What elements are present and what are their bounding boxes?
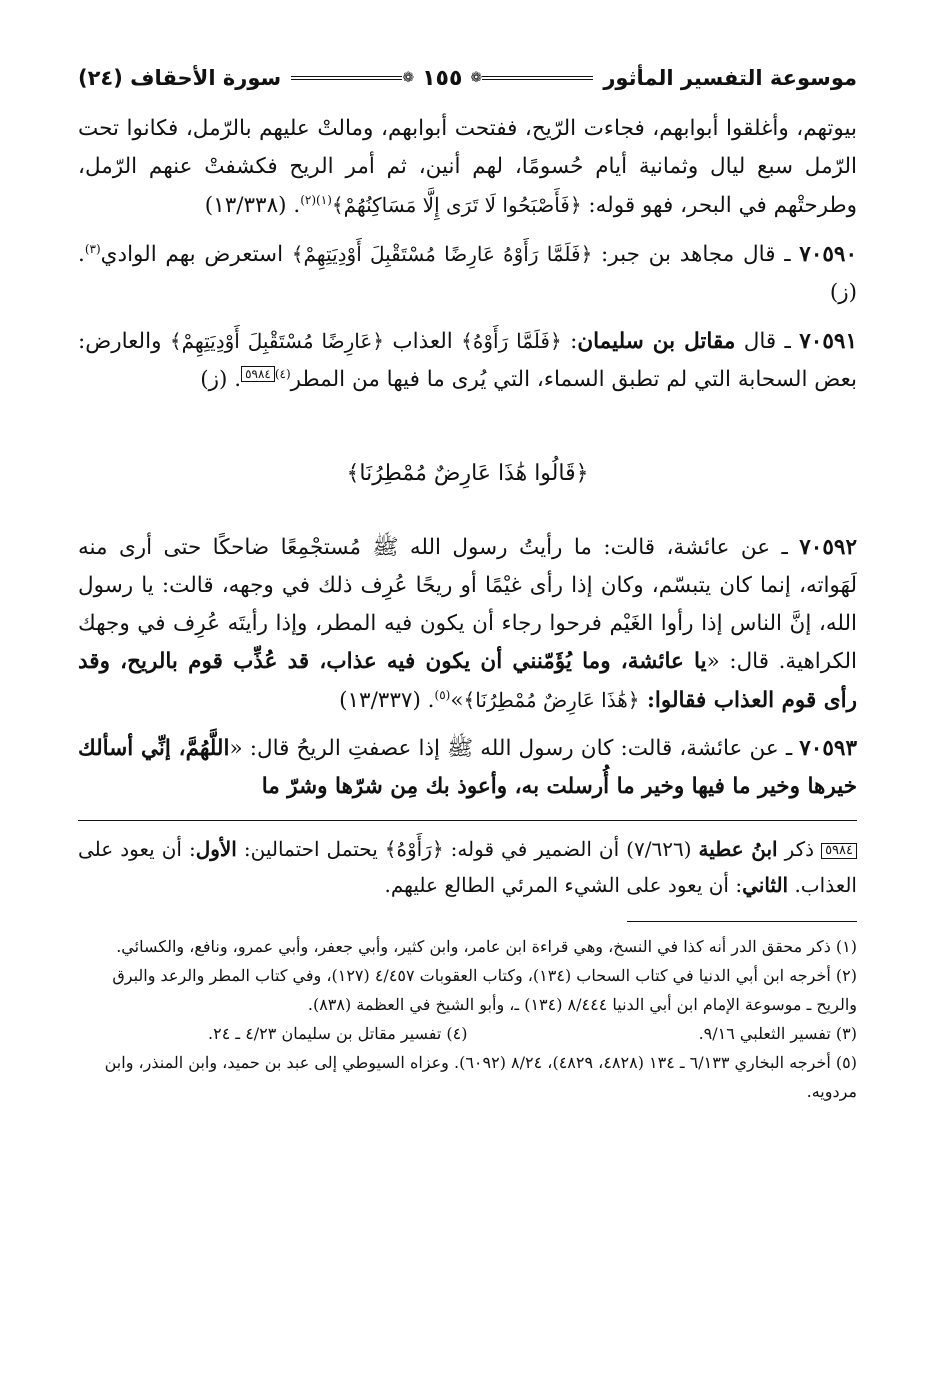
- hadith-70592: [78, 529, 857, 720]
- volume-ref: . (ز): [200, 367, 242, 392]
- note-ref-box: ٥٩٨٤: [821, 843, 857, 859]
- note-author: ابنُ عطية: [698, 837, 778, 861]
- paragraph-text: بيوتهم، وأغلقوا أبوابهم، فجاءت الرّيح، ففتحت أبوابهم، ومالتْ عليهم بالرّمل، فكانوا تحت الرّمل سبع ليال وثمانية أيام حُسومًا، لهم أنين، ثم أمر الريح فكشفتْ عنهم الرّمل، وطرحتْهم في البحر، فهو قوله:: [78, 116, 857, 218]
- footnote-5: (٥) أخرجه البخاري ٦/١٣٣ ـ ١٣٤ (٤٨٢٨، ٤٨٢٩)، ٨/٢٤ (٦٠٩٢). وعزاه السيوطي إلى عبد بن حميد، وابن المنذر، وابن مردويه.: [104, 1053, 857, 1101]
- footnote-3: (٣) تفسير الثعلبي ٩/١٦.: [698, 1024, 857, 1043]
- separator-short: [627, 921, 857, 922]
- paragraph-continuation: [78, 110, 857, 225]
- hadith-70593: [78, 730, 857, 806]
- main-text: [78, 110, 857, 806]
- entry-number: ٧٠٥٩١: [799, 329, 857, 354]
- entry-number: ٧٠٥٩٢: [799, 535, 857, 560]
- volume-ref: . (١٣/٣٣٨): [204, 193, 301, 218]
- note-text: ذكر: [777, 837, 822, 861]
- volume-ref: . (ز): [78, 242, 857, 305]
- paragraph-text: العذاب: [384, 329, 462, 354]
- header-rule-right: [482, 76, 593, 80]
- entry-intro: ـ قال: [735, 329, 800, 354]
- note-ref-box: ٥٩٨٤: [241, 366, 275, 382]
- hadith-70591: [78, 322, 857, 399]
- quran-quote: ﴿هَٰذَا عَارِضٌ مُمْطِرُنَا﴾: [463, 688, 640, 712]
- prophet-quote: اللَّهُمَّ، إنِّي أسألك خيرها وخير ما فيها وخير ما أُرسلت به، وأعوذ بك مِن شرّها وشرّ ما: [78, 736, 857, 799]
- quran-quote: ﴿فَلَمَّا رَأَوْهُ عَارِضًا مُسْتَقْبِلَ أَوْدِيَتِهِمْ﴾: [291, 242, 593, 266]
- separator-long: [78, 820, 857, 821]
- punctuation: :: [561, 329, 578, 354]
- entry-number: ٧٠٥٩٠: [799, 242, 858, 267]
- note-text: يحتمل احتمالين:: [236, 837, 385, 861]
- quran-quote: ﴿عَارِضًا مُسْتَقْبِلَ أَوْدِيَتِهِمْ﴾: [169, 329, 384, 353]
- prophet-quote: يا عائشة، وما يُؤَمّنني أن يكون فيه عذاب، قد عُذِّب قوم بالريح، وقد رأى قوم العذاب فقالوا:: [78, 649, 857, 713]
- book-title: موسوعة التفسير المأثور: [603, 66, 857, 90]
- hadith-70590: [78, 235, 857, 312]
- note-label-first: الأول: [195, 837, 237, 861]
- running-header: [78, 58, 857, 98]
- entry-intro: ـ قال مجاهد بن جبر:: [592, 242, 800, 267]
- quran-quote: ﴿رَأَوْهُ﴾: [384, 837, 444, 861]
- volume-ref: . (١٣/٣٣٧): [339, 688, 435, 713]
- header-rule-group: [291, 66, 593, 91]
- footnote-4: (٤) تفسير مقاتل بن سليمان ٤/٢٣ ـ ٢٤.: [208, 1024, 468, 1043]
- note-label-second: الثاني: [742, 873, 789, 897]
- paragraph-text: ـ عن عائشة، قالت: كان رسول الله ﷺ إذا عصفتِ الريحُ قال: «: [229, 736, 800, 761]
- entry-number: ٧٠٥٩٣: [799, 736, 857, 761]
- footnote-ref: (٤): [274, 366, 291, 381]
- ornament-icon: ❁: [402, 70, 415, 86]
- surah-label: سورة الأحقاف (٢٤): [78, 66, 282, 90]
- punctuation: »: [450, 688, 464, 713]
- page-number: ١٥٥: [422, 65, 463, 91]
- ornament-icon: ❁: [470, 70, 483, 86]
- note-text: : أن يعود على العذاب.: [78, 837, 857, 897]
- footnote-ref: (٥): [434, 687, 451, 702]
- footnote-2: (٢) أخرجه ابن أبي الدنيا في كتاب السحاب (١٣٤)، وكتاب العقوبات ٤/٤٥٧ (١٢٧)، وفي كتاب المطر والرعد والبرق والريح ـ موسوعة الإمام ابن أبي الدنيا ٨/٤٤٤ (١٣٤) ـ، وأبو الشيخ في العظمة (٨٣٨).: [112, 966, 857, 1014]
- footnote-ref: (١)(٢): [300, 192, 332, 207]
- quran-quote: ﴿فَلَمَّا رَأَوْهُ﴾: [461, 329, 562, 353]
- note-text: : أن يعود على الشيء المرئي الطالع عليهم.: [384, 873, 743, 897]
- footnote-1: (١) ذكر محقق الدر أنه كذا في النسخ، وهي قراءة ابن عامر، وابن كثير، وأبي جعفر، وأبي عمرو، ونافع، والكسائي.: [116, 937, 857, 956]
- footnote-ref: (٣): [84, 241, 101, 256]
- header-rule-left: [291, 76, 402, 80]
- section-heading-verse: ﴿قَالُوا هَٰذَا عَارِضٌ مُمْطِرُنَا﴾: [346, 461, 589, 486]
- footnote-row: [78, 1019, 857, 1048]
- footnotes: [78, 932, 857, 1106]
- note-text: (٧/٦٢٦) أن الضمير في قوله:: [443, 837, 699, 861]
- narrator-name: مقاتل بن سليمان: [577, 329, 736, 354]
- quran-quote: ﴿فَأَصْبَحُوا لَا تَرَى إِلَّا مَسَاكِنُهُمْ﴾: [331, 193, 582, 217]
- paragraph-text: استعرض بهم الوادي: [100, 242, 292, 267]
- paragraph-text: ـ عن عائشة، قالت: ما رأيتُ رسول الله ﷺ مُستجْمِعًا ضاحكًا حتى أرى منه لَهَواته، إنما كان يتبسّم، وكان إذا رأى غيْمًا أو ريحًا عُرِف ذلك في وجهه، قالت: يا رسول الله، إنَّ الناس إذا رأوا الغَيْم فرحوا رجاء أن يكون فيه المطر، وإذا رأيتَه عُرِف في وجهك الكراهية. قال: «: [78, 535, 858, 674]
- commentary-note: [78, 831, 857, 903]
- paragraph-text: والعارض: بعض السحابة التي لم تطبق السماء، التي يُرى ما فيها من المطر: [78, 329, 857, 392]
